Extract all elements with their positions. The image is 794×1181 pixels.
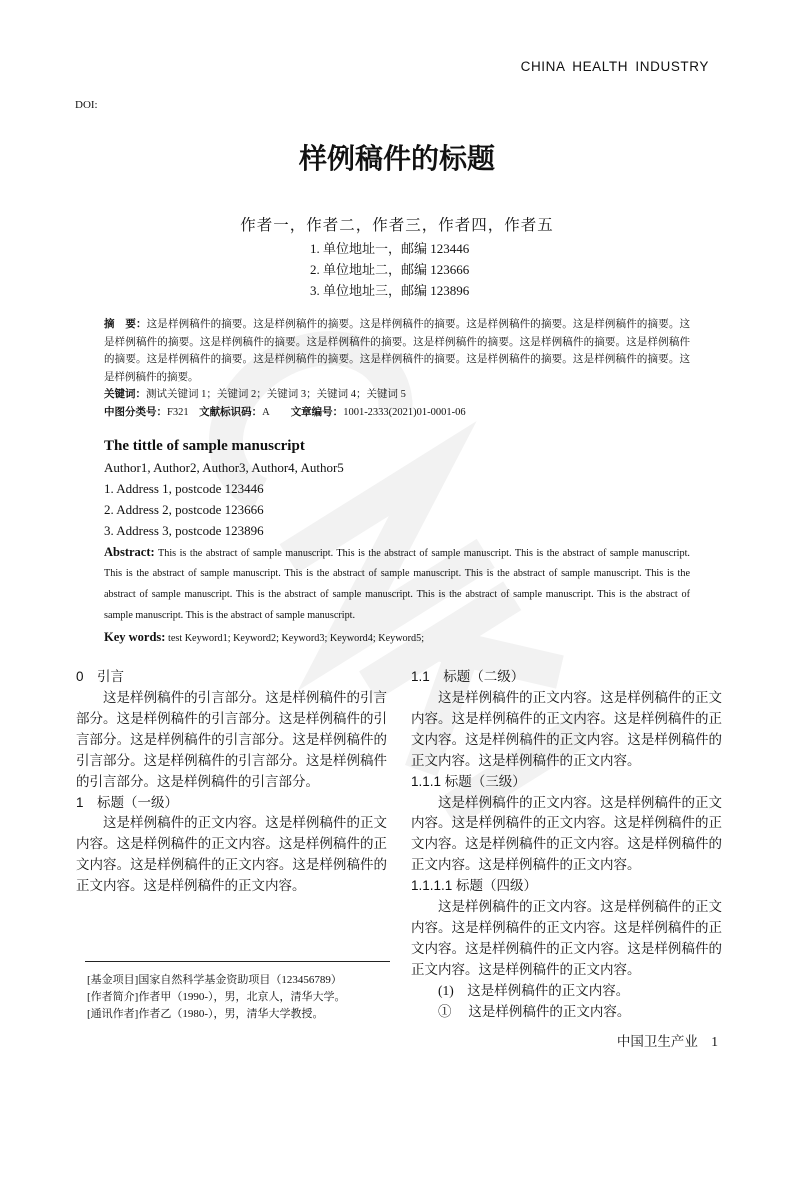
footnote-funding: [基金项目]国家自然科学基金资助项目（123456789） xyxy=(87,973,342,986)
paragraph: ① 这是样例稿件的正文内容。 xyxy=(438,1003,631,1019)
paragraph: (1) 这是样例稿件的正文内容。 xyxy=(438,982,630,998)
english-abstract-block xyxy=(104,436,690,650)
footnote-corresponding: [通讯作者]作者乙（1980-），男，清华大学教授。 xyxy=(87,1007,324,1020)
affiliations xyxy=(310,238,794,301)
english-authors: Author1, Author2, Author3, Author4, Author5 xyxy=(104,459,344,475)
running-header: CHINA HEALTH INDUSTRY xyxy=(520,59,709,74)
article-no-value: 1001-2333(2021)01-0001-06 xyxy=(343,406,466,418)
clc-label: 中图分类号： xyxy=(104,405,167,418)
page-title: 样例稿件的标题 xyxy=(298,144,495,175)
abstract-label: Abstract: xyxy=(104,544,155,559)
paragraph: 这是样例稿件的正文内容。这是样例稿件的正文内容。这是样例稿件的正文内容。这是样例稿件的正文内容。这是样例稿件的正文内容。这是样例稿件的正文内容。这是样例稿件的正文内容。 xyxy=(411,794,722,873)
abstract-text: This is the abstract of sample manuscript. This is the abstract of sample manuscript. This is the abstract of sample manuscript. This is the abstract of sample manuscript. This is the abstract of sample manuscript. This is the abstract of sample manuscript. This is the abstract of sample manuscript. This is the abstract of sample manuscript. This is the abstract of sample manuscript. This is the abstract of sample manuscript. This is the abstract of sample manuscript. xyxy=(104,547,690,621)
doi-label: DOI: xyxy=(75,99,98,111)
footnotes xyxy=(87,972,387,1023)
paragraph: 这是样例稿件的正文内容。这是样例稿件的正文内容。这是样例稿件的正文内容。这是样例稿件的正文内容。这是样例稿件的正文内容。这是样例稿件的正文内容。这是样例稿件的正文内容。 xyxy=(76,815,387,894)
section-heading: 0 引言 xyxy=(76,669,125,685)
english-abstract xyxy=(104,542,690,626)
body-left-column xyxy=(76,667,387,1022)
english-address: 1. Address 1, postcode 123446 xyxy=(104,480,264,496)
affiliation: 3. 单位地址三，邮编 123896 xyxy=(310,283,470,298)
section-heading: 1 标题（一级） xyxy=(76,794,179,810)
footnote-author-bio: [作者简介]作者甲（1990-），男，北京人，清华大学。 xyxy=(87,990,346,1003)
body-right-column xyxy=(411,667,722,1022)
section-heading: 1.1.1.1 标题（四级） xyxy=(411,878,538,894)
article-no-label: 文章编号： xyxy=(290,405,344,418)
footnote-divider xyxy=(85,961,390,962)
right-column-text xyxy=(411,667,722,1022)
footer-journal: 中国卫生产业 xyxy=(616,1033,698,1049)
doc-code-value: A xyxy=(262,406,270,418)
section-heading: 1.1 标题（二级） xyxy=(411,669,525,685)
english-keywords xyxy=(104,627,690,649)
abstract-label: 摘 要： xyxy=(104,318,147,330)
english-title: The tittle of sample manuscript xyxy=(104,437,305,454)
body-columns xyxy=(76,667,794,1022)
english-address: 2. Address 2, postcode 123666 xyxy=(104,502,264,518)
author-list: 作者一，作者二，作者三，作者四，作者五 xyxy=(240,217,554,234)
chinese-abstract xyxy=(104,316,690,422)
section-heading: 1.1.1 标题（三级） xyxy=(411,773,526,789)
left-column-text xyxy=(76,667,387,897)
doc-code-label: 文献标识码： xyxy=(199,405,263,418)
clc-value: F321 xyxy=(167,406,189,418)
affiliation: 1. 单位地址一，邮编 123446 xyxy=(310,241,470,256)
page-number: 1 xyxy=(711,1033,718,1049)
english-address: 3. Address 3, postcode 123896 xyxy=(104,523,264,539)
paragraph: 这是样例稿件的正文内容。这是样例稿件的正文内容。这是样例稿件的正文内容。这是样例稿件的正文内容。这是样例稿件的正文内容。这是样例稿件的正文内容。这是样例稿件的正文内容。 xyxy=(411,690,722,768)
affiliation: 2. 单位地址二，邮编 123666 xyxy=(310,262,470,277)
paragraph: 这是样例稿件的引言部分。这是样例稿件的引言部分。这是样例稿件的引言部分。这是样例稿件的引言部分。这是样例稿件的引言部分。这是样例稿件的引言部分。这是样例稿件的引言部分。这是样例稿件的引言部分。这是样例稿件的引言部分。 xyxy=(76,690,387,789)
keywords-text: test Keyword1; Keyword2; Keyword3; Keyword4; Keyword5; xyxy=(168,633,425,645)
keywords-label: Key words: xyxy=(104,630,166,645)
paragraph: 这是样例稿件的正文内容。这是样例稿件的正文内容。这是样例稿件的正文内容。这是样例稿件的正文内容。这是样例稿件的正文内容。这是样例稿件的正文内容。这是样例稿件的正文内容。 xyxy=(411,899,722,977)
footnote-area xyxy=(76,947,387,1023)
keywords-label: 关键词： xyxy=(104,388,146,401)
keywords-text: 测试关键词 1；关键词 2；关键词 3；关键词 4；关键词 5 xyxy=(146,389,406,401)
page-footer xyxy=(0,1033,718,1051)
abstract-text: 这是样例稿件的摘要。这是样例稿件的摘要。这是样例稿件的摘要。这是样例稿件的摘要。这是样例稿件的摘要。这是样例稿件的摘要。这是样例稿件的摘要。这是样例稿件的摘要。这是样例稿件的摘要。这是样例稿件的摘要。这是样例稿件的摘要。这是样例稿件的摘要。这是样例稿件的摘要。这是样例稿件的摘要。这是样例稿件的摘要。这是样例稿件的摘要。这是样例稿件的摘要。 xyxy=(104,319,691,383)
